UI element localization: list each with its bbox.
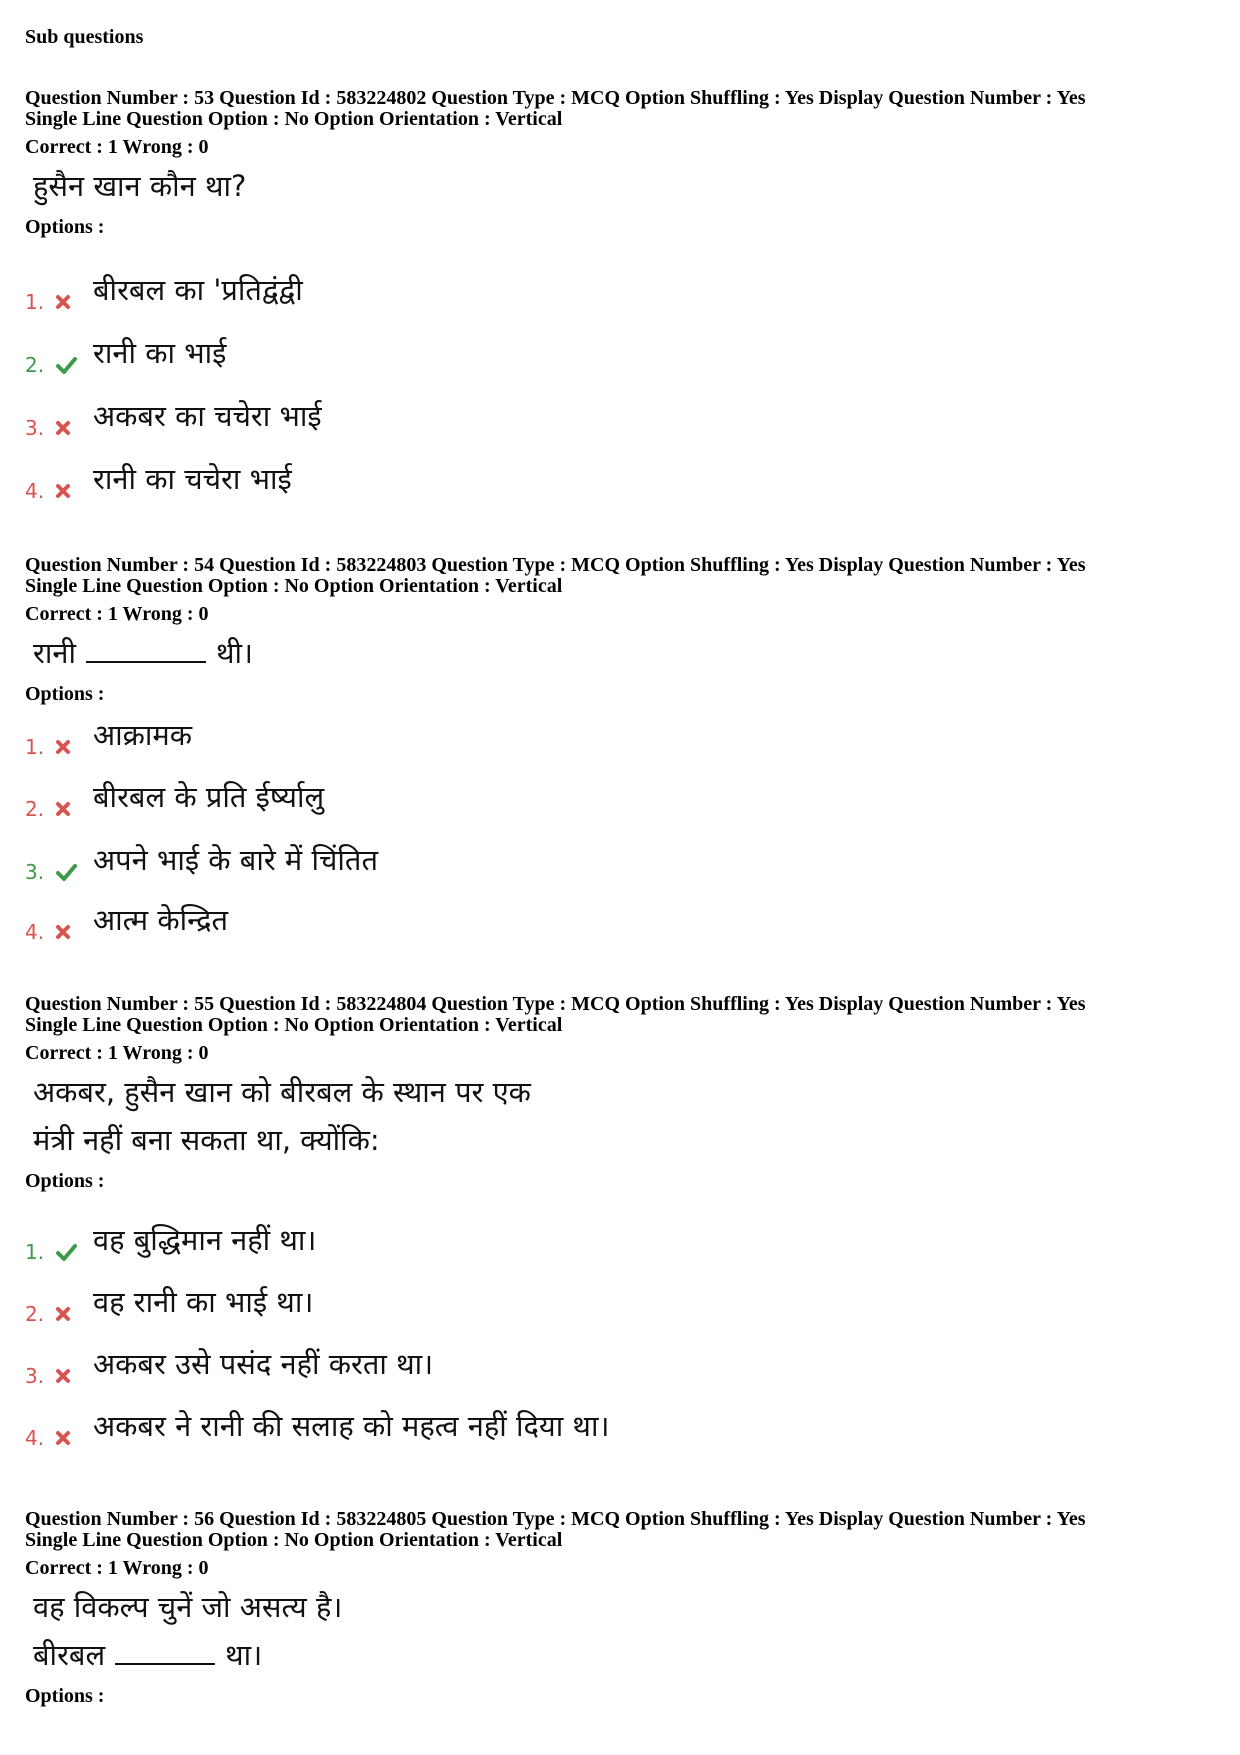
fill-in-blank xyxy=(115,1637,215,1665)
question-text-start: रानी xyxy=(33,636,76,670)
question-meta-2: Single Line Question Option : No Option Orientation : Vertical xyxy=(25,575,563,597)
question-meta-2: Single Line Question Option : No Option Orientation : Vertical xyxy=(25,1529,563,1551)
option-text: अकबर उसे पसंद नहीं करता था। xyxy=(93,1347,434,1381)
option-item xyxy=(25,1344,1025,1394)
question-text-line-2: मंत्री नहीं बना सकता था, क्योंकि: xyxy=(33,1123,380,1157)
option-text: अकबर का चचेरा भाई xyxy=(93,399,322,433)
question-text: हुसैन खान कौन था? xyxy=(33,169,247,203)
option-item xyxy=(25,270,1025,320)
option-text: वह रानी का भाई था। xyxy=(93,1285,314,1319)
option-number: 1. xyxy=(25,290,45,314)
question-meta-2: Single Line Question Option : No Option Orientation : Vertical xyxy=(25,1014,563,1036)
option-number: 3. xyxy=(25,416,45,440)
option-item xyxy=(25,1406,1025,1456)
option-item xyxy=(25,333,1025,383)
option-text: अकबर ने रानी की सलाह को महत्व नहीं दिया था। xyxy=(93,1409,610,1443)
question-text-start: बीरबल xyxy=(33,1638,106,1672)
option-text: रानी का भाई xyxy=(93,336,227,370)
question-meta: Question Number : 56 Question Id : 583224805 Question Type : MCQ Option Shuffling : Yes Display Question Number : Yes xyxy=(25,1508,1086,1530)
option-number: 4. xyxy=(25,479,45,503)
option-item xyxy=(25,1220,1025,1270)
option-number: 4. xyxy=(25,920,45,944)
options-label: Options : xyxy=(25,683,105,705)
option-text: बीरबल के प्रति ईर्ष्यालु xyxy=(93,780,325,814)
options-label: Options : xyxy=(25,216,105,238)
option-item xyxy=(25,459,1025,509)
question-block xyxy=(25,88,1225,238)
option-text: बीरबल का 'प्रतिद्वंद्वी xyxy=(93,273,303,307)
question-text: वह विकल्प चुनें जो असत्य है। xyxy=(33,1590,343,1624)
page-heading: Sub questions xyxy=(25,26,144,48)
question-block xyxy=(25,1509,1225,1707)
option-item xyxy=(25,777,1025,827)
question-text-end: था। xyxy=(225,1638,263,1672)
option-item xyxy=(25,1282,1025,1332)
option-text: अपने भाई के बारे में चिंतित xyxy=(93,843,378,877)
cross-icon xyxy=(53,799,73,819)
check-icon xyxy=(53,355,79,375)
check-icon xyxy=(53,862,79,882)
cross-icon xyxy=(53,922,73,942)
option-number: 2. xyxy=(25,797,45,821)
question-meta-2: Single Line Question Option : No Option Orientation : Vertical xyxy=(25,108,563,130)
option-text: आत्म केन्द्रित xyxy=(93,903,229,937)
option-text: वह बुद्धिमान नहीं था। xyxy=(93,1223,317,1257)
option-item xyxy=(25,396,1025,446)
cross-icon xyxy=(53,1366,73,1386)
cross-icon xyxy=(53,481,73,501)
option-number: 1. xyxy=(25,735,45,759)
option-number: 4. xyxy=(25,1426,45,1450)
question-meta: Question Number : 55 Question Id : 583224804 Question Type : MCQ Option Shuffling : Yes Display Question Number : Yes xyxy=(25,993,1086,1015)
cross-icon xyxy=(53,292,73,312)
question-block xyxy=(25,555,1225,705)
question-text-line-2 xyxy=(33,1631,1225,1679)
options-label: Options : xyxy=(25,1170,105,1192)
question-text: अकबर, हुसैन खान को बीरबल के स्थान पर एक xyxy=(33,1075,531,1109)
cross-icon xyxy=(53,1428,73,1448)
fill-in-blank xyxy=(86,635,206,663)
option-item xyxy=(25,715,1025,765)
check-icon xyxy=(53,1242,79,1262)
question-meta: Question Number : 53 Question Id : 583224802 Question Type : MCQ Option Shuffling : Yes Display Question Number : Yes xyxy=(25,87,1086,109)
cross-icon xyxy=(53,737,73,757)
option-text: आक्रामक xyxy=(93,718,193,752)
option-number: 3. xyxy=(25,1364,45,1388)
option-number: 2. xyxy=(25,1302,45,1326)
score-line: Correct : 1 Wrong : 0 xyxy=(25,1042,209,1064)
option-number: 2. xyxy=(25,353,45,377)
cross-icon xyxy=(53,418,73,438)
question-text-end: थी। xyxy=(215,636,254,670)
option-number: 3. xyxy=(25,860,45,884)
score-line: Correct : 1 Wrong : 0 xyxy=(25,603,209,625)
question-text xyxy=(33,629,1225,677)
cross-icon xyxy=(53,1304,73,1324)
option-item xyxy=(25,900,1025,950)
options-label: Options : xyxy=(25,1685,105,1707)
option-number: 1. xyxy=(25,1240,45,1264)
score-line: Correct : 1 Wrong : 0 xyxy=(25,136,209,158)
question-meta: Question Number : 54 Question Id : 583224803 Question Type : MCQ Option Shuffling : Yes Display Question Number : Yes xyxy=(25,554,1086,576)
question-block xyxy=(25,994,1225,1192)
option-text: रानी का चचेरा भाई xyxy=(93,462,292,496)
option-item xyxy=(25,840,1025,890)
score-line: Correct : 1 Wrong : 0 xyxy=(25,1557,209,1579)
